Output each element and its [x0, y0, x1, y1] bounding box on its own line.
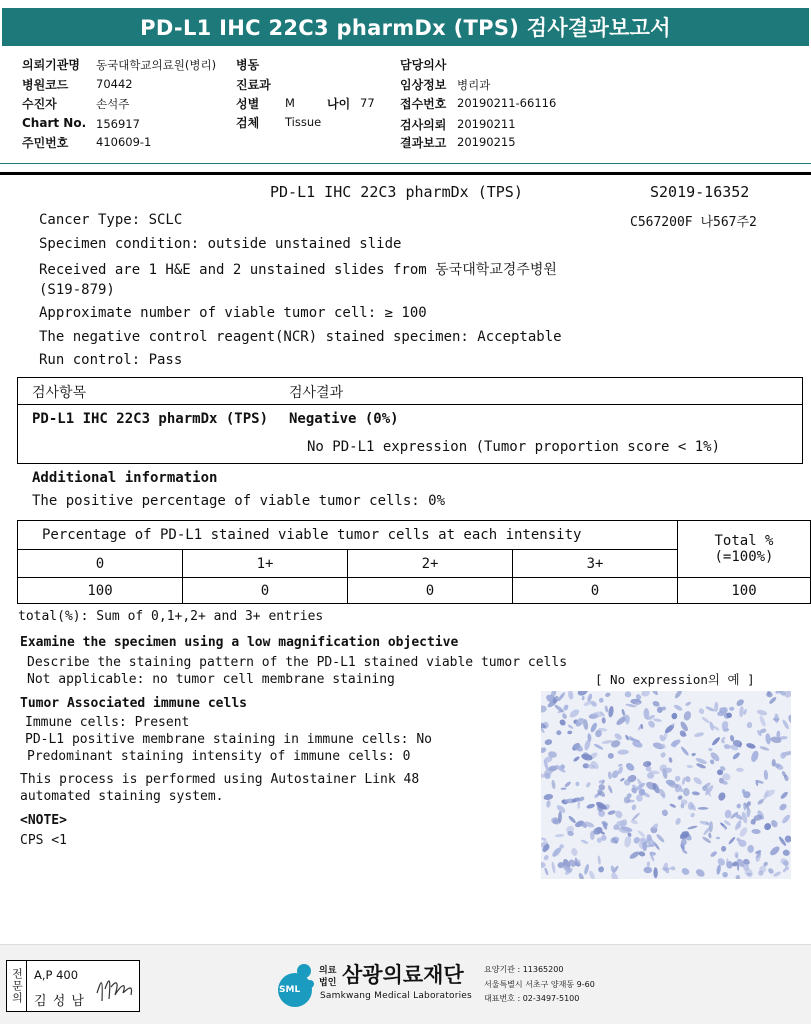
field-label-request-date: 검사의뢰: [400, 118, 447, 132]
intensity-col-3plus: 3+: [513, 550, 678, 578]
org-info: 요양기관 : 11365200: [484, 965, 564, 974]
result-value: Negative (0%): [289, 411, 399, 427]
field-label-department: 진료과: [236, 78, 271, 92]
cell-nucleus: [692, 791, 700, 796]
cell-nucleus: [556, 730, 561, 735]
cell-nucleus: [681, 849, 688, 855]
cell-nucleus: [605, 692, 612, 698]
cell-nucleus: [567, 724, 574, 730]
cell-nucleus: [558, 718, 566, 726]
cell-nucleus: [674, 691, 684, 700]
cell-nucleus: [564, 781, 572, 788]
examine-heading: Examine the specimen using a low magnification objective: [20, 635, 459, 650]
cell-nucleus: [705, 705, 715, 712]
cell-nucleus: [781, 813, 791, 824]
cell-nucleus: [567, 730, 572, 734]
cell-nucleus: [575, 782, 579, 787]
org-prefix-2: 법인: [319, 978, 337, 988]
cell-nucleus: [641, 691, 651, 698]
process-line: This process is performed using Autostainer Link 48: [20, 772, 420, 787]
cell-nucleus: [568, 815, 577, 824]
field-label-resident-no: 주민번호: [22, 136, 69, 150]
cell-nucleus: [694, 732, 705, 738]
intensity-value-1plus: 0: [183, 578, 348, 604]
cell-nucleus: [588, 870, 596, 879]
micrograph-image: [541, 691, 791, 879]
field-value-sex: M: [285, 96, 295, 110]
cell-nucleus: [732, 751, 741, 760]
cell-nucleus: [735, 698, 745, 707]
field-label-sex: 성별: [236, 97, 260, 111]
cell-nucleus: [716, 864, 722, 875]
cell-nucleus: [642, 760, 651, 767]
cell-nucleus: [593, 743, 604, 751]
cell-nucleus: [544, 867, 549, 876]
signature-scribble: [93, 971, 137, 1005]
cell-nucleus: [544, 739, 552, 746]
field-label-patient: 수진자: [22, 97, 57, 111]
intensity-table-header: Percentage of PD-L1 stained viable tumor cells at each intensity: [18, 521, 678, 550]
result-col-item-header: 검사항목: [32, 385, 87, 401]
intensity-value-3plus: 0: [513, 578, 678, 604]
field-value-chart-no: 156917: [96, 117, 140, 131]
result-box: [17, 377, 803, 464]
cell-nucleus: [624, 835, 633, 848]
intensity-value-0: 100: [18, 578, 183, 604]
cell-nucleus: [709, 850, 717, 858]
immune-line: PD-L1 positive membrane staining in immune cells: No: [25, 732, 432, 747]
report-line: Run control: Pass: [39, 352, 183, 368]
cell-nucleus: [562, 704, 569, 712]
cell-nucleus: [756, 709, 768, 717]
note-heading: <NOTE>: [20, 813, 67, 828]
cell-nucleus: [692, 776, 703, 786]
cell-nucleus: [674, 775, 681, 782]
intensity-table: [17, 520, 811, 604]
cell-nucleus: [770, 819, 779, 829]
cell-nucleus: [597, 865, 605, 873]
cell-nucleus: [674, 817, 681, 826]
cell-nucleus: [609, 836, 620, 845]
cell-nucleus: [736, 768, 744, 773]
cell-nucleus: [788, 714, 791, 723]
field-label-age: 나이: [327, 97, 351, 111]
field-label-physician: 담당의사: [400, 58, 447, 72]
field-value-specimen: Tissue: [285, 115, 322, 129]
cell-nucleus: [541, 746, 547, 754]
cell-nucleus: [543, 854, 550, 861]
cell-nucleus: [716, 857, 726, 867]
cell-nucleus: [541, 862, 546, 868]
result-box-divider: [18, 404, 802, 405]
intensity-note: total(%): Sum of 0,1+,2+ and 3+ entries: [18, 609, 324, 624]
cell-nucleus: [582, 696, 585, 701]
test-code: C567200F 나567주2: [630, 215, 757, 230]
cell-nucleus: [782, 849, 790, 856]
cell-nucleus: [736, 803, 741, 809]
cell-nucleus: [669, 803, 677, 808]
cell-nucleus: [769, 845, 781, 857]
cell-nucleus: [691, 752, 696, 756]
cell-nucleus: [586, 693, 593, 702]
intensity-value-2plus: 0: [348, 578, 513, 604]
cell-nucleus: [653, 867, 658, 878]
cell-nucleus: [629, 850, 641, 860]
cell-nucleus: [685, 701, 692, 707]
total-header-line2: (=100%): [714, 549, 774, 565]
cell-nucleus: [614, 809, 624, 819]
cell-nucleus: [708, 832, 712, 838]
field-label-clinical-info: 임상정보: [400, 78, 447, 92]
field-value-institution: 동국대학교의료원(병리): [96, 58, 217, 72]
cell-nucleus: [729, 707, 734, 711]
cell-nucleus: [701, 716, 710, 724]
cell-nucleus: [655, 833, 665, 843]
cell-nucleus: [624, 761, 635, 772]
sample-number: S2019-16352: [650, 183, 750, 201]
cell-nucleus: [721, 846, 726, 852]
org-name: 삼광의료재단: [342, 963, 464, 987]
cell-nucleus: [607, 785, 613, 794]
total-header: [678, 521, 810, 578]
cell-nucleus: [680, 867, 690, 876]
cell-nucleus: [608, 753, 614, 759]
cell-nucleus: [711, 736, 721, 746]
cell-nucleus: [631, 812, 640, 821]
logo-text: SML: [279, 985, 301, 995]
cell-nucleus: [580, 753, 593, 762]
cell-nucleus: [586, 803, 595, 809]
intensity-col-2plus: 2+: [348, 550, 513, 578]
cell-nucleus: [763, 770, 768, 781]
report-line: The negative control reagent(NCR) stained specimen: Acceptable: [39, 329, 562, 345]
cell-nucleus: [735, 875, 740, 879]
cell-nucleus: [695, 867, 707, 878]
cell-nucleus: [671, 713, 678, 720]
cell-nucleus: [679, 720, 689, 732]
field-value-accession-no: 20190211-66116: [457, 96, 557, 110]
cell-nucleus: [599, 698, 604, 703]
report-title: PD-L1 IHC 22C3 pharmDx (TPS) 검사결과보고서: [2, 8, 809, 46]
cell-nucleus: [585, 781, 591, 788]
cell-nucleus: [746, 742, 757, 750]
field-value-age: 77: [360, 96, 375, 110]
specialist-name: 김 성 남: [34, 994, 85, 1009]
cell-nucleus: [767, 867, 775, 875]
cell-nucleus: [784, 835, 791, 843]
cell-nucleus: [720, 739, 725, 744]
cell-nucleus: [546, 800, 551, 808]
example-caption: [ No expression의 예 ]: [595, 672, 755, 687]
field-label-chart-no: Chart No.: [22, 116, 87, 130]
cell-nucleus: [746, 809, 750, 817]
cell-nucleus: [716, 837, 720, 840]
cell-nucleus: [670, 866, 676, 871]
field-label-hospital-code: 병원코드: [22, 78, 69, 92]
field-label-institution: 의뢰기관명: [22, 58, 80, 72]
process-line: automated staining system.: [20, 789, 224, 804]
cell-nucleus: [583, 863, 590, 875]
immune-line: Predominant staining intensity of immune cells: 0: [27, 749, 411, 764]
cell-nucleus: [608, 706, 615, 718]
additional-heading: Additional information: [32, 470, 218, 486]
cell-nucleus: [541, 837, 547, 842]
report-line: Cancer Type: SCLC: [39, 212, 183, 228]
cell-nucleus: [773, 871, 782, 878]
cell-nucleus: [765, 733, 772, 745]
cell-nucleus: [758, 715, 766, 728]
report-line: Specimen condition: outside unstained slide: [39, 236, 402, 252]
cell-nucleus: [608, 771, 613, 779]
intensity-col-0: 0: [18, 550, 183, 578]
cell-nucleus: [580, 839, 588, 845]
cell-nucleus: [618, 763, 623, 767]
cell-nucleus: [686, 765, 693, 769]
cell-nucleus: [668, 757, 673, 763]
org-info: 서울특별시 서초구 양재동 9-60: [484, 980, 595, 989]
org-prefix-1: 의료: [319, 966, 337, 976]
report-line: Received are 1 H&E and 2 unstained slides from 동국대학교경주병원: [39, 262, 557, 278]
field-value-clinical-info: 병리과: [457, 78, 491, 92]
additional-text: The positive percentage of viable tumor cells: 0%: [32, 493, 446, 509]
cell-nucleus: [687, 825, 698, 830]
cell-nucleus: [690, 812, 696, 818]
header-divider-thick: [0, 172, 811, 175]
intensity-total-value: 100: [731, 583, 757, 599]
cell-nucleus: [708, 748, 713, 752]
cell-nucleus: [637, 830, 646, 838]
cell-nucleus: [763, 822, 773, 832]
note-text: CPS <1: [20, 833, 67, 848]
report-line: (S19-879): [39, 282, 115, 298]
test-name-heading: PD-L1 IHC 22C3 pharmDx (TPS): [270, 183, 523, 201]
field-label-ward: 병동: [236, 58, 260, 72]
cell-nucleus: [541, 705, 547, 712]
cell-nucleus: [746, 722, 752, 729]
cell-nucleus: [673, 704, 683, 712]
cell-nucleus: [647, 861, 650, 866]
cell-nucleus: [651, 691, 659, 696]
cell-nucleus: [578, 872, 585, 879]
cell-nucleus: [607, 809, 616, 815]
cell-nucleus: [568, 708, 580, 719]
cell-nucleus: [661, 809, 669, 817]
intensity-col-1plus: 1+: [183, 550, 348, 578]
field-label-accession-no: 접수번호: [400, 97, 447, 111]
cell-nucleus: [680, 746, 690, 757]
cell-nucleus: [617, 749, 629, 755]
cell-nucleus: [717, 791, 727, 801]
cell-nucleus: [577, 800, 580, 809]
field-value-request-date: 20190211: [457, 117, 516, 131]
cell-nucleus: [643, 866, 652, 873]
field-value-resident-no: 410609-1: [96, 135, 152, 149]
result-detail: No PD-L1 expression (Tumor proportion score < 1%): [307, 439, 721, 455]
examine-line: Not applicable: no tumor cell membrane staining: [27, 672, 395, 687]
micrograph-cells: [541, 691, 791, 879]
cell-nucleus: [630, 819, 638, 825]
cell-nucleus: [653, 718, 662, 723]
cell-nucleus: [723, 744, 730, 750]
examine-line: Describe the staining pattern of the PD-L1 stained viable tumor cells: [27, 655, 568, 670]
cell-nucleus: [561, 787, 567, 790]
cell-nucleus: [683, 787, 691, 796]
cell-nucleus: [747, 845, 754, 853]
cell-nucleus: [551, 862, 556, 874]
cell-nucleus: [660, 751, 667, 758]
field-label-report-date: 결과보고: [400, 136, 447, 150]
immune-line: Immune cells: Present: [25, 715, 190, 730]
cell-nucleus: [551, 780, 556, 790]
cell-nucleus: [774, 713, 779, 723]
cell-nucleus: [683, 710, 693, 721]
cell-nucleus: [736, 854, 739, 859]
cell-nucleus: [698, 707, 705, 714]
cell-nucleus: [698, 807, 709, 810]
immune-heading: Tumor Associated immune cells: [20, 696, 247, 711]
field-value-report-date: 20190215: [457, 135, 516, 149]
cell-nucleus: [778, 802, 788, 811]
cell-nucleus: [631, 804, 637, 811]
cell-nucleus: [567, 691, 573, 700]
cell-nucleus: [779, 791, 788, 800]
field-label-specimen: 검체: [236, 116, 260, 130]
cell-nucleus: [570, 847, 578, 856]
cell-nucleus: [604, 705, 609, 713]
header-divider-thin: [0, 163, 811, 164]
cell-nucleus: [555, 834, 565, 838]
result-col-result-header: 검사결과: [289, 385, 344, 401]
cell-nucleus: [759, 745, 769, 751]
org-english: Samkwang Medical Laboratories: [320, 991, 472, 1001]
cell-nucleus: [624, 691, 631, 697]
cell-nucleus: [652, 700, 661, 707]
cell-nucleus: [613, 732, 623, 741]
field-value-hospital-code: 70442: [96, 77, 133, 91]
cell-nucleus: [721, 871, 729, 879]
report-line: Approximate number of viable tumor cell: ≥ 100: [39, 305, 427, 321]
cell-nucleus: [543, 793, 553, 800]
cell-nucleus: [728, 836, 736, 845]
cell-nucleus: [638, 851, 646, 858]
cell-nucleus: [750, 750, 760, 763]
cell-nucleus: [739, 706, 745, 718]
total-header-line1: Total %: [714, 533, 774, 549]
cell-nucleus: [561, 713, 567, 720]
field-value-patient: 손석주: [96, 97, 130, 111]
specialist-cert: A,P 400: [34, 968, 79, 982]
signature-box: [6, 960, 140, 1012]
org-info: 대표번호 : 02-3497-5100: [484, 994, 580, 1003]
cell-nucleus: [709, 821, 714, 833]
result-item: PD-L1 IHC 22C3 pharmDx (TPS): [32, 411, 269, 427]
cell-nucleus: [751, 829, 761, 835]
cell-nucleus: [602, 717, 606, 724]
cell-nucleus: [573, 756, 581, 763]
cell-nucleus: [597, 855, 601, 865]
specialist-label: 전문의: [7, 961, 27, 1011]
cell-nucleus: [781, 719, 790, 730]
